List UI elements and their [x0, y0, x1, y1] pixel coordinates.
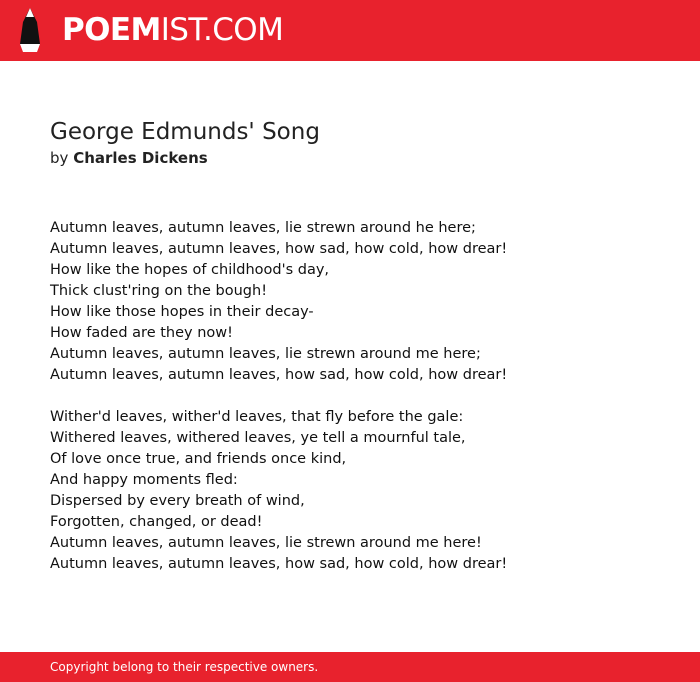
- poem-title: George Edmunds' Song: [50, 119, 320, 145]
- poem-line: Autumn leaves, autumn leaves, how sad, how cold, how drear!: [50, 556, 508, 572]
- poem-stanza-2: [50, 407, 670, 575]
- poem-line: Dispersed by every breath of wind,: [50, 493, 305, 509]
- poem-stanza-1: [50, 218, 670, 386]
- pencil-logo-icon[interactable]: [18, 8, 42, 52]
- poem-line: Withered leaves, withered leaves, ye tell a mournful tale,: [50, 430, 466, 446]
- brand-light-text: IST.COM: [160, 12, 284, 48]
- poem-line: Autumn leaves, autumn leaves, lie strewn around me here;: [50, 346, 481, 362]
- poem-line: Autumn leaves, autumn leaves, lie strewn around he here;: [50, 220, 476, 236]
- poem-line: And happy moments fled:: [50, 472, 238, 488]
- copyright-text: Copyright belong to their respective owners.: [50, 660, 319, 674]
- poem-author: Charles Dickens: [73, 149, 208, 167]
- poem-body: [50, 218, 670, 596]
- site-header: [0, 0, 700, 61]
- poem-line: Autumn leaves, autumn leaves, how sad, how cold, how drear!: [50, 367, 508, 383]
- poem-line: Thick clust'ring on the bough!: [50, 283, 268, 299]
- poem-line: Forgotten, changed, or dead!: [50, 514, 263, 530]
- poem-line: How like those hopes in their decay-: [50, 304, 314, 320]
- poem-line: Of love once true, and friends once kind,: [50, 451, 347, 467]
- poem-line: Wither'd leaves, wither'd leaves, that fly before the gale:: [50, 409, 464, 425]
- site-footer: [0, 652, 700, 682]
- byline-prefix: by: [50, 149, 69, 167]
- brand-strong-text: POEM: [62, 12, 161, 48]
- poem-line: How like the hopes of childhood's day,: [50, 262, 330, 278]
- poem-line: Autumn leaves, autumn leaves, lie strewn around me here!: [50, 535, 482, 551]
- poem-byline: [50, 148, 208, 169]
- site-brand[interactable]: [62, 11, 283, 49]
- poem-line: How faded are they now!: [50, 325, 233, 341]
- poem-line: Autumn leaves, autumn leaves, how sad, how cold, how drear!: [50, 241, 508, 257]
